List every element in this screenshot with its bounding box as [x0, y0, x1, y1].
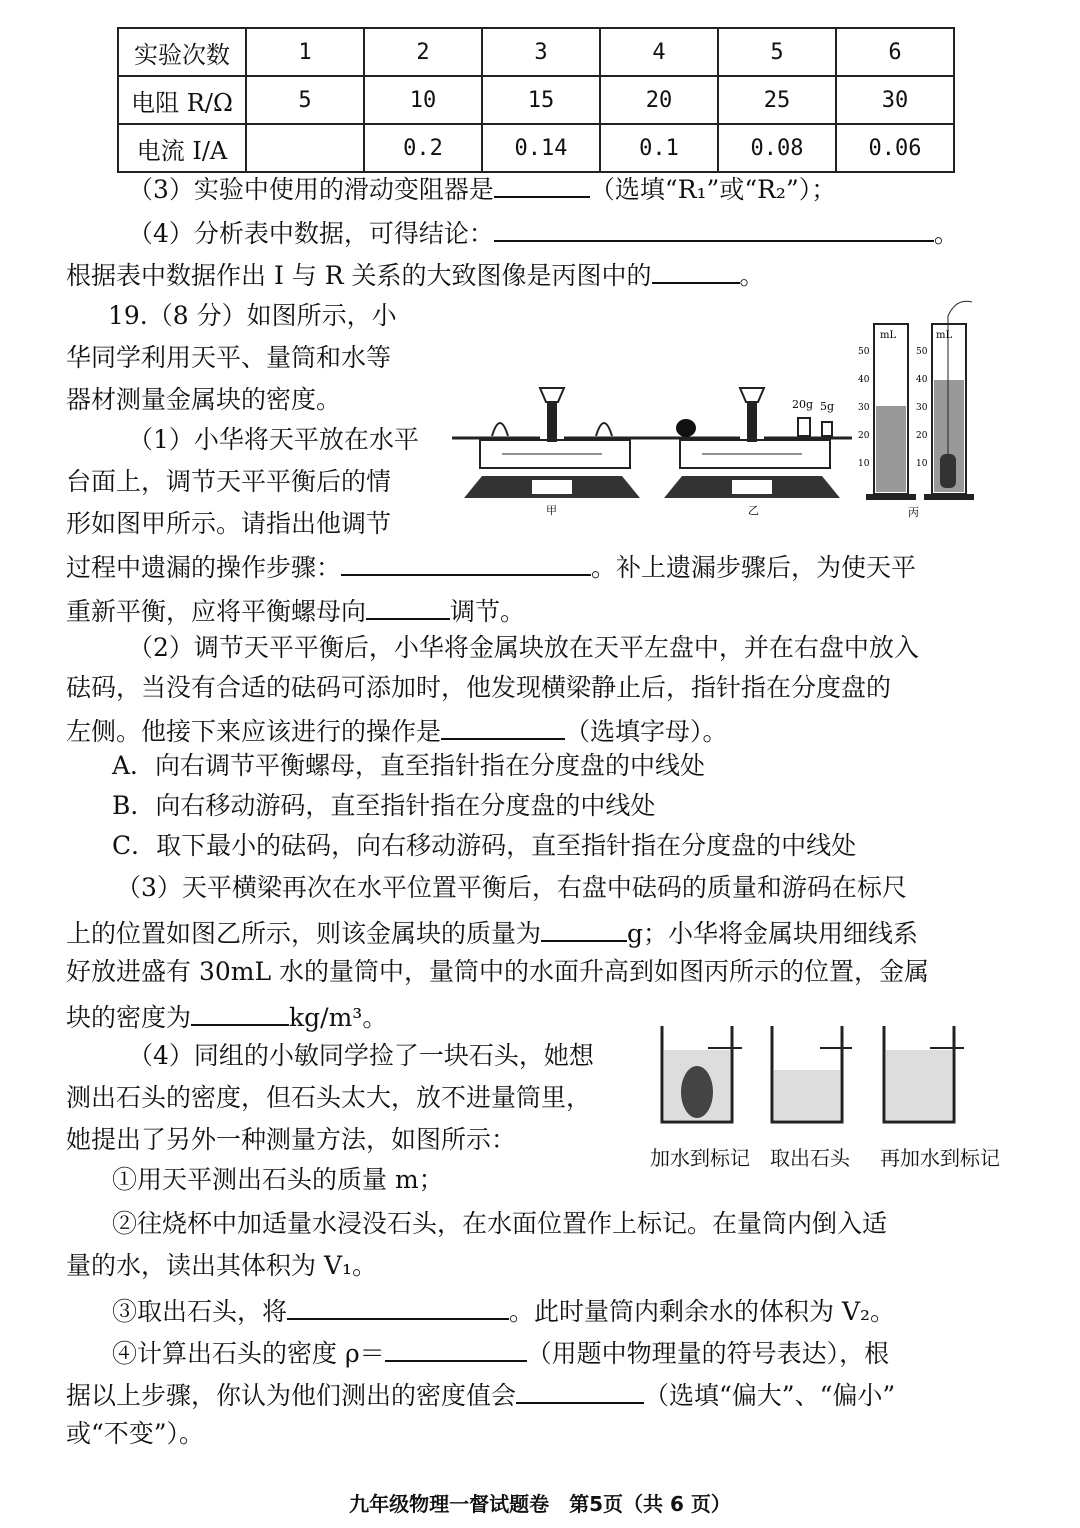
- paragraph-line: 形如图甲所示。请指出他调节: [66, 509, 392, 538]
- table-cell: 10: [364, 76, 482, 124]
- paragraph-line: 好放进盛有 30mL 水的量筒中，量筒中的水面升高到如图丙所示的位置，金属: [66, 957, 930, 986]
- answer-blank[interactable]: [191, 994, 289, 1026]
- table-cell: 4: [600, 28, 718, 76]
- unit-label: mL: [880, 330, 897, 341]
- paragraph-line: 块的密度为 kg/m³。: [66, 994, 387, 1038]
- answer-blank[interactable]: [494, 210, 934, 242]
- answer-blank[interactable]: [441, 708, 565, 740]
- table-cell: 0.14: [482, 124, 600, 172]
- beaker-caption: 取出石头: [770, 1146, 850, 1170]
- option-c: C．取下最小的砝码，向右移动游码，直至指针指在分度盘的中线处: [112, 831, 857, 860]
- table-cell: [246, 124, 364, 172]
- table-cell: 5: [246, 76, 364, 124]
- weight-label: 5g: [820, 400, 835, 413]
- cylinder-figure-bing: [856, 296, 980, 522]
- table-header: 电流 I/A: [118, 124, 246, 172]
- scale-label: 20: [858, 431, 870, 441]
- paragraph-line: （3）天平横梁再次在水平位置平衡后，右盘中砝码的质量和游码在标尺: [116, 873, 907, 902]
- paragraph-line: 据以上步骤，你认为他们测出的密度值会 （选填“偏大”、“偏小”: [66, 1372, 895, 1416]
- paragraph-line: 左侧。他接下来应该进行的操作是 （选填字母）。: [66, 708, 728, 752]
- paragraph-line: （1）小华将天平放在水平: [128, 425, 419, 454]
- beaker-caption: 再加水到标记: [880, 1146, 1000, 1170]
- scale-label: 50: [858, 347, 870, 357]
- scale-label: 10: [916, 459, 928, 469]
- answer-blank[interactable]: [516, 1372, 644, 1404]
- table-cell: 2: [364, 28, 482, 76]
- q19-title: 19.（8 分）如图所示，小: [108, 301, 397, 330]
- answer-blank[interactable]: [385, 1330, 527, 1362]
- table-cell: 30: [836, 76, 954, 124]
- answer-blank[interactable]: [652, 252, 740, 284]
- table-cell: 15: [482, 76, 600, 124]
- option-b: B．向右移动游码，直至指针指在分度盘的中线处: [112, 791, 656, 820]
- label-bing: 丙: [908, 506, 919, 519]
- scale-label: 40: [916, 375, 928, 385]
- metal-block: [676, 419, 696, 437]
- answer-blank[interactable]: [366, 588, 450, 620]
- answer-blank[interactable]: [494, 166, 590, 198]
- table-cell: 25: [718, 76, 836, 124]
- paragraph-line: 或“不变”）。: [66, 1419, 205, 1448]
- paragraph-line: 她提出了另外一种测量方法，如图所示：: [66, 1125, 517, 1154]
- table-header: 电阻 R/Ω: [118, 76, 246, 124]
- paragraph-line: 上的位置如图乙所示，则该金属块的质量为 g；小华将金属块用细线系: [66, 910, 918, 954]
- table-cell: 0.2: [364, 124, 482, 172]
- q18-part4: （4）分析表中数据，可得结论： 。: [128, 210, 959, 254]
- q18-part3: （3）实验中使用的滑动变阻器是 （选填“R₁”或“R₂”）；: [128, 166, 836, 210]
- table-cell: 0.1: [600, 124, 718, 172]
- weight-label: 20g: [792, 398, 814, 411]
- stone: [681, 1066, 713, 1118]
- paragraph-line: 测出石头的密度，但石头太大，放不进量筒里，: [66, 1083, 592, 1112]
- paragraph-line: 重新平衡，应将平衡螺母向 调节。: [66, 588, 525, 632]
- scale-label: 50: [916, 347, 928, 357]
- page-footer: 九年级物理一督试题卷 第5页（共 6 页）: [349, 1492, 731, 1516]
- paragraph-line: 砝码，当没有合适的砝码可添加时，他发现横梁静止后，指针指在分度盘的: [66, 673, 892, 702]
- label-yi: 乙: [748, 504, 759, 517]
- unit-label: mL: [936, 330, 953, 341]
- table-cell: 0.06: [836, 124, 954, 172]
- label-jia: 甲: [546, 504, 557, 517]
- weight-5g: [822, 422, 832, 436]
- table-cell: 3: [482, 28, 600, 76]
- step-1: ①用天平测出石头的质量 m；: [112, 1165, 444, 1194]
- paragraph-line: 器材测量金属块的密度。: [66, 385, 342, 414]
- beaker-caption: 加水到标记: [650, 1146, 750, 1170]
- paragraph-line: 华同学利用天平、量筒和水等: [66, 343, 392, 372]
- step-2-cont: 量的水，读出其体积为 V₁。: [66, 1251, 378, 1280]
- scale-label: 30: [916, 403, 928, 413]
- table-header: 实验次数: [118, 28, 246, 76]
- table-cell: 1: [246, 28, 364, 76]
- table-cell: 5: [718, 28, 836, 76]
- data-table: [117, 27, 955, 173]
- table-row: [118, 76, 954, 124]
- scale-label: 30: [858, 403, 870, 413]
- q18-part5: 根据表中数据作出 I 与 R 关系的大致图像是丙图中的 。: [66, 252, 765, 296]
- paragraph-line: （4）同组的小敏同学捡了一块石头，她想: [128, 1041, 594, 1070]
- scale-label: 20: [916, 431, 928, 441]
- table-cell: 20: [600, 76, 718, 124]
- balance-figure-yi: [652, 380, 852, 520]
- paragraph-line: 过程中遗漏的操作步骤： 。补上遗漏步骤后，为使天平: [66, 544, 916, 588]
- table-cell: 6: [836, 28, 954, 76]
- step-3: ③取出石头，将 。此时量筒内剩余水的体积为 V₂。: [112, 1288, 895, 1332]
- scale-label: 40: [858, 375, 870, 385]
- beaker-figures: [650, 1020, 1010, 1132]
- option-a: A．向右调节平衡螺母，直至指针指在分度盘的中线处: [112, 751, 706, 780]
- balance-figure-jia: [452, 380, 652, 520]
- paragraph-line: 台面上，调节天平平衡后的情: [66, 467, 392, 496]
- answer-blank[interactable]: [287, 1288, 509, 1320]
- scale-label: 10: [858, 459, 870, 469]
- answer-blank[interactable]: [341, 544, 591, 576]
- answer-blank[interactable]: [541, 910, 627, 942]
- step-4: ④计算出石头的密度 ρ＝ （用题中物理量的符号表达），根: [112, 1330, 889, 1374]
- step-2: ②往烧杯中加适量水浸没石头，在水面位置作上标记。在量筒内倒入适: [112, 1209, 888, 1238]
- table-row: [118, 28, 954, 76]
- table-cell: 0.08: [718, 124, 836, 172]
- paragraph-line: （2）调节天平平衡后，小华将金属块放在天平左盘中，并在右盘中放入: [128, 633, 919, 662]
- table-row: [118, 124, 954, 172]
- weight-20g: [798, 418, 810, 436]
